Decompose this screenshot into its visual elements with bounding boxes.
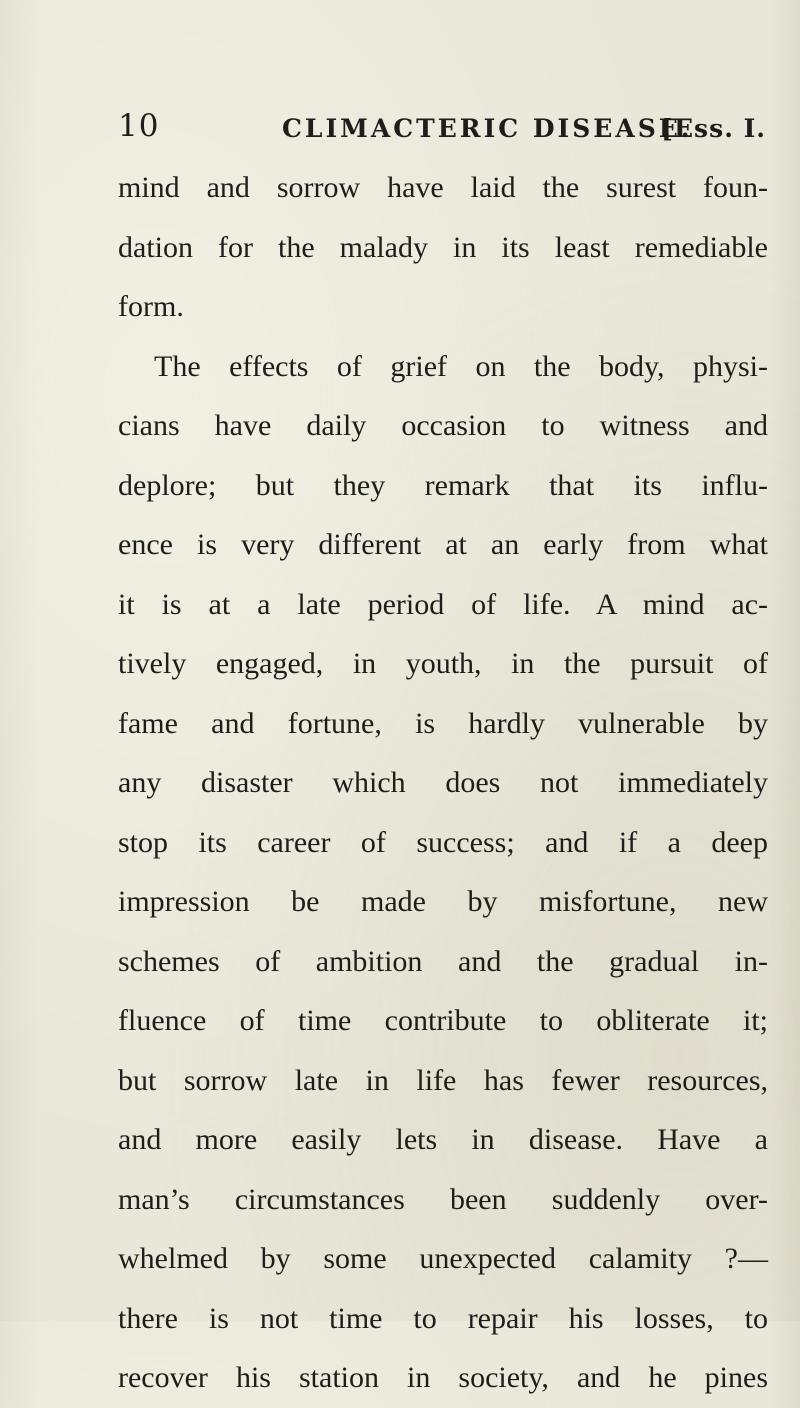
- text-line: cians have daily occasion to witness and: [118, 409, 768, 442]
- text-line: fluence of time contribute to obliterate it;: [118, 1004, 768, 1037]
- text-line: man’s circumstances been suddenly over-: [118, 1182, 768, 1216]
- text-line: impression be made by misfortune, new: [118, 885, 768, 918]
- body-text: [118, 158, 768, 1408]
- text-line: fame and fortune, is hardly vulnerable by: [118, 706, 768, 740]
- text-line: mind and sorrow have laid the surest foun-: [118, 171, 768, 204]
- text-line: it is at a late period of life. A mind ac-: [118, 587, 768, 621]
- text-line: there is not time to repair his losses, to: [118, 1301, 768, 1335]
- text-line: recover his station in society, and he pines: [118, 1361, 768, 1394]
- text-line: deplore; but they remark that its influ-: [118, 468, 768, 502]
- text-line: and more easily lets in disease. Have a: [118, 1123, 768, 1156]
- text-line: ence is very different at an early from what: [118, 528, 768, 561]
- text-line: whelmed by some unexpected calamity ?—: [118, 1242, 768, 1275]
- text-line: schemes of ambition and the gradual in-: [118, 944, 768, 978]
- running-head-title: CLIMACTERIC DISEASE.: [282, 114, 693, 143]
- text-line: tively engaged, in youth, in the pursuit of: [118, 647, 768, 680]
- text-line: dation for the malady in its least remediable: [118, 230, 768, 264]
- running-head: [118, 108, 766, 152]
- text-line: The effects of grief on the body, physi-: [154, 349, 768, 383]
- text-line: any disaster which does not immediately: [118, 766, 768, 799]
- text-line: form.: [118, 290, 184, 323]
- running-head-section: [Ess. I.: [661, 114, 766, 143]
- text-line: stop its career of success; and if a deep: [118, 825, 768, 859]
- page-number: 10: [118, 108, 160, 144]
- text-line: but sorrow late in life has fewer resources,: [118, 1063, 768, 1097]
